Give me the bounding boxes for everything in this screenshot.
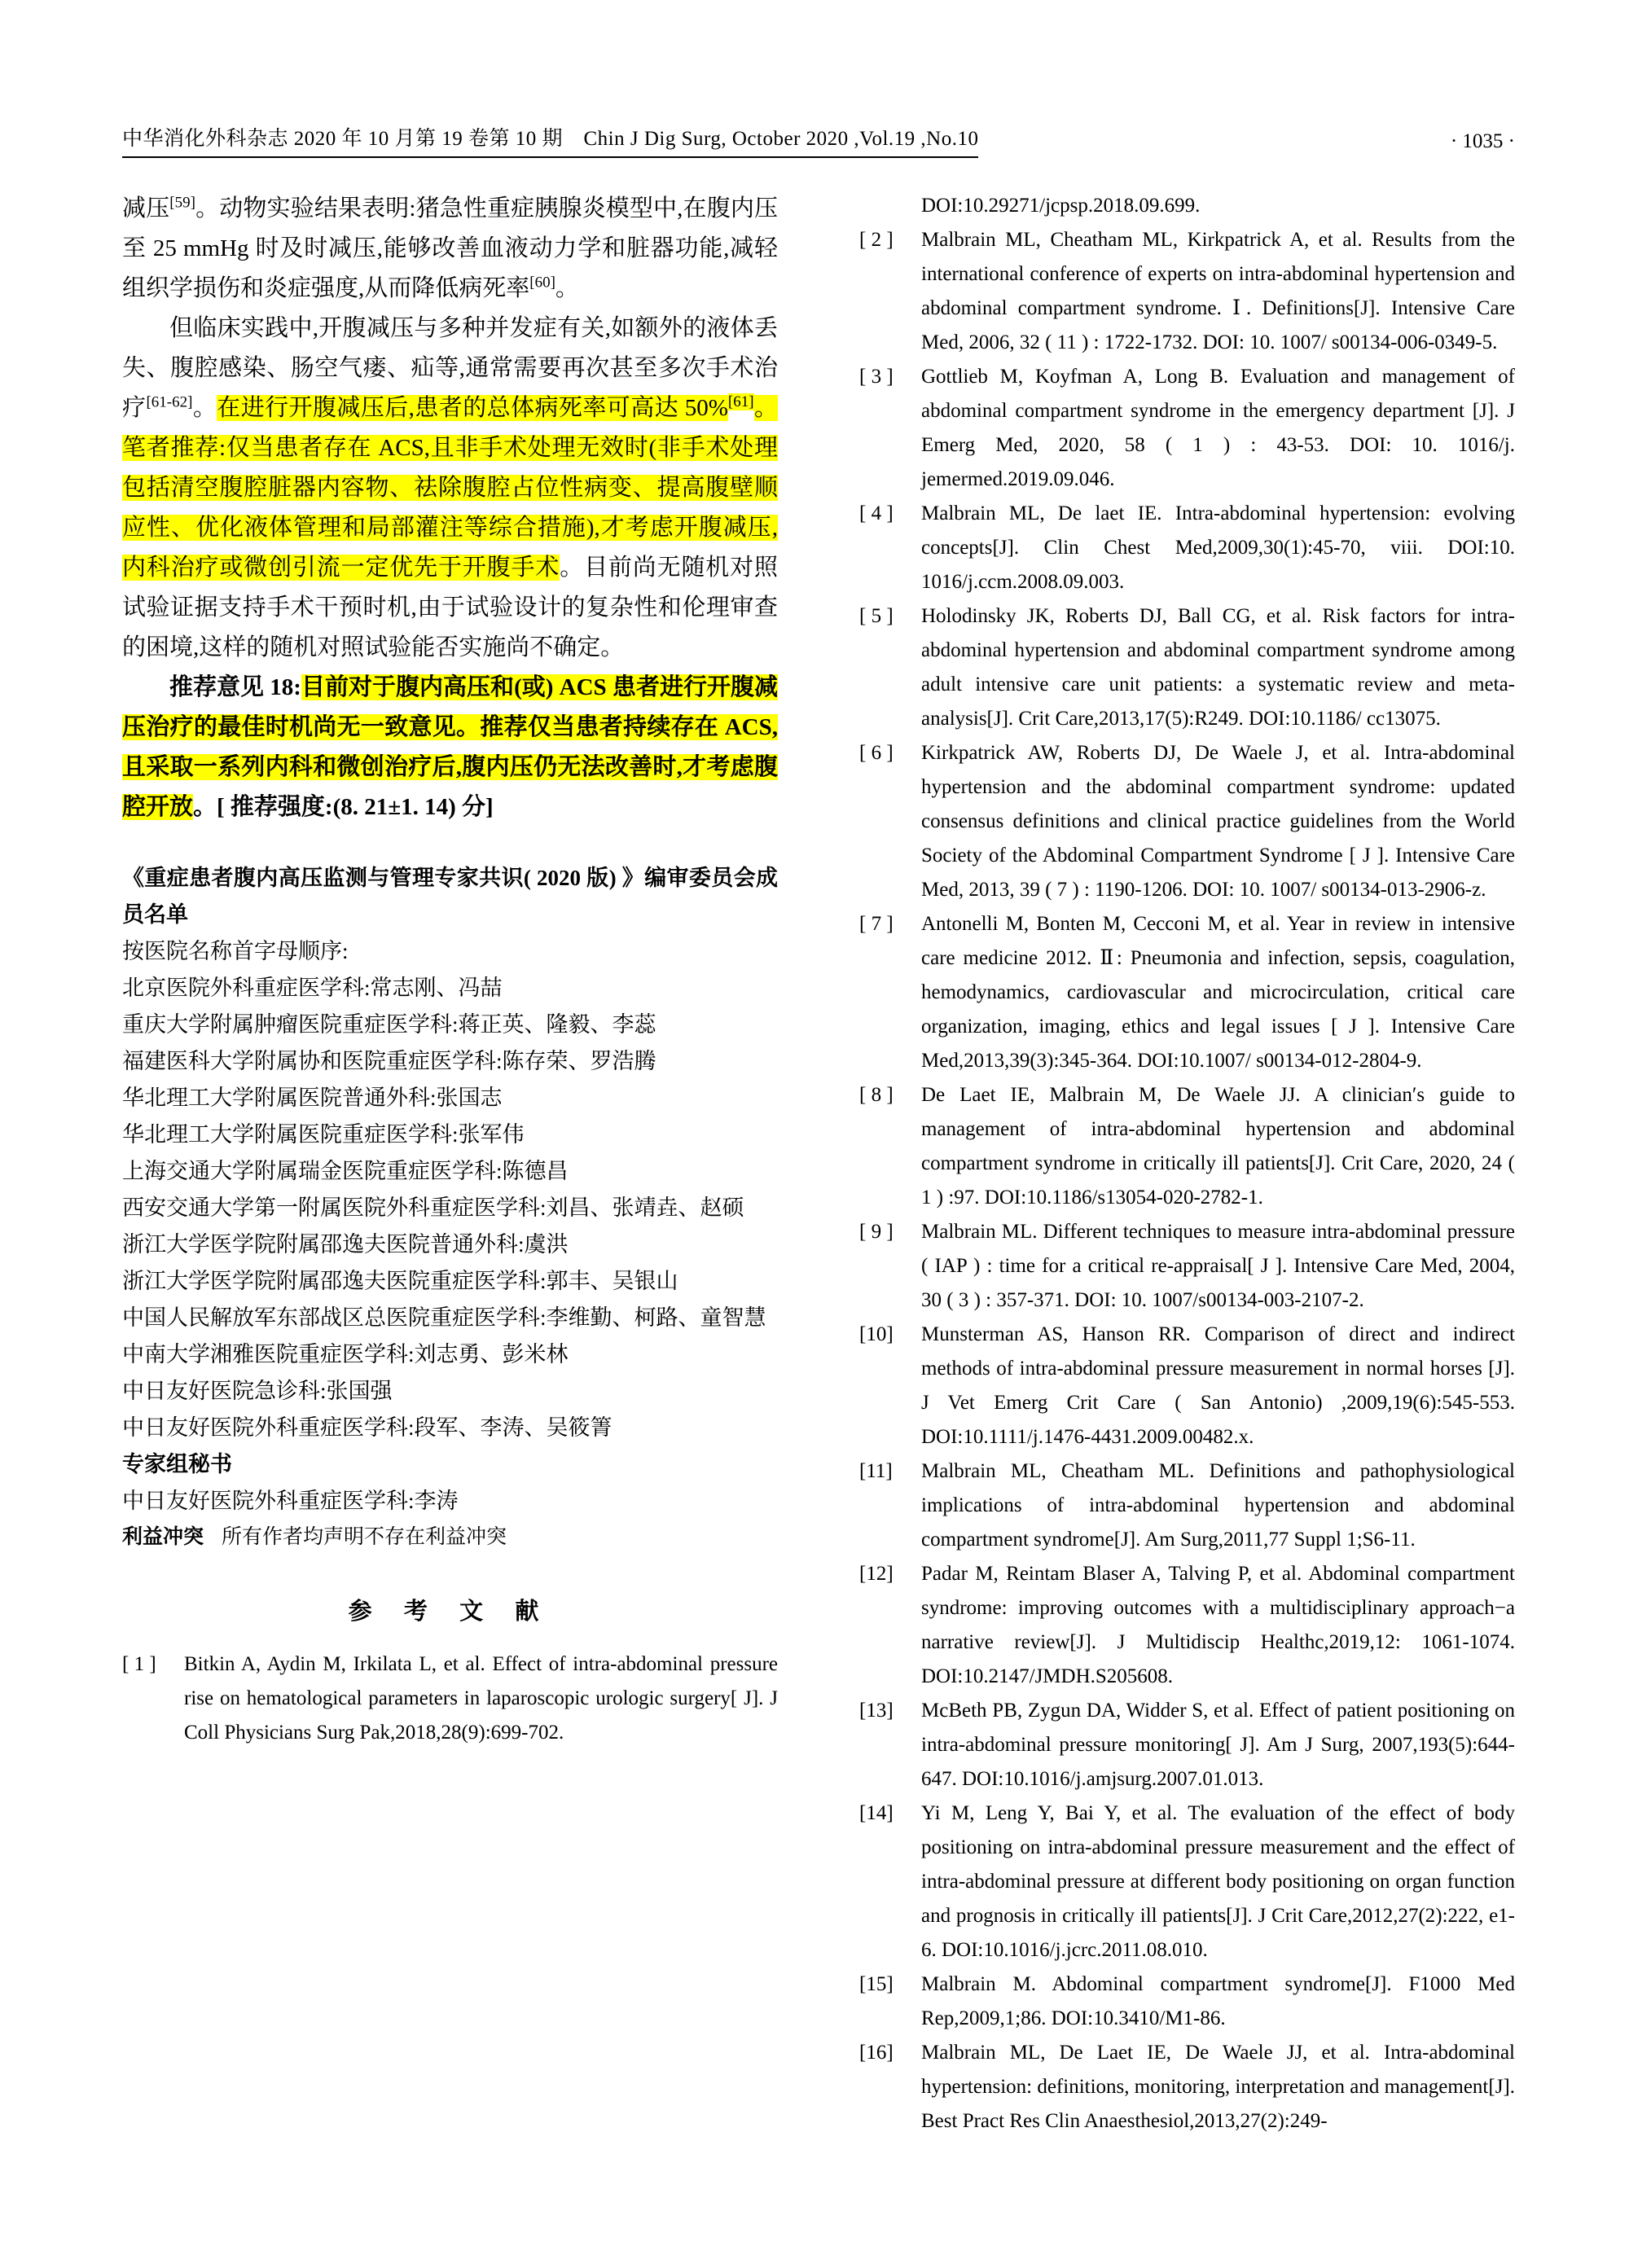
reference-text: Malbrain ML, De laet IE. Intra-abdominal hypertension: evolving concepts[J]. Clin Chest Med,2009,30(1):45-70, viii. DOI:10. 1016/j.ccm.2008.09.003. [921,502,1515,593]
two-column-layout [122,189,1515,2139]
reference-item [859,599,1515,736]
committee-member-line: 华北理工大学附属医院普通外科:张国志 [122,1086,503,1110]
left-column [122,189,778,2139]
committee-member-line: 华北理工大学附属医院重症医学科:张军伟 [122,1122,525,1147]
ref-marker-60: [60] [529,274,555,292]
reference-item [122,1647,778,1750]
committee-member-line: 中国人民解放军东部战区总医院重症医学科:李维勤、柯路、童智慧 [122,1305,766,1330]
reference-item [859,223,1515,360]
committee-member-line: 重庆大学附属肿瘤医院重症医学科:蒋正英、隆毅、李蕊 [122,1012,656,1037]
committee-member-line: 北京医院外科重症医学科:常志刚、冯喆 [122,976,503,1000]
reference-number: [ 7 ] [859,913,894,935]
coi-statement: 所有作者均声明不存在利益冲突 [222,1526,507,1548]
conflict-of-interest [122,1520,778,1555]
reference-text: Antonelli M, Bonten M, Cecconi M, et al. Year in review in intensive care medicine 2012. Ⅱ: Pneumonia and infection, sepsis, coagulation, hemodynamics, cardiovascular and microcirculation, critical care organization, imaging, ethics and legal issues [ J ]. Intensive Care Med,2013,39(3):345-364. DOI:10.1007/ s00134-012-2804-9. [921,913,1515,1072]
reference-number: [13] [859,1700,894,1722]
committee-member-line: 福建医科大学附属协和医院重症医学科:陈存荣、罗浩腾 [122,1049,656,1073]
reference-item [859,1318,1515,1454]
committee-member-line: 浙江大学医学院附属邵逸夫医院重症医学科:郭丰、吴银山 [122,1269,678,1293]
para2-punct: 。 [192,395,217,421]
reference-text: Malbrain ML, Cheatham ML. Definitions and pathophysiological implications of intra-abdominal hypertension and abdominal compartment syndrome[J]. Am Surg,2011,77 Suppl 1;S6-11. [921,1460,1515,1551]
para1-lead: 减压 [122,195,170,222]
page-number: · 1035 · [1450,130,1515,152]
reference-item [859,907,1515,1078]
reference-number: [ 2 ] [859,229,894,251]
para1-end: 。 [555,275,579,301]
secretary-line: 中日友好医院外科重症医学科:李涛 [122,1489,459,1513]
committee-member-line: 上海交通大学附属瑞金医院重症医学科:陈德昌 [122,1159,569,1183]
reference-number: [ 8 ] [859,1084,894,1106]
reference-text: Holodinsky JK, Roberts DJ, Ball CG, et al. Risk factors for intra-abdominal hypertension and abdominal compartment syndrome among adult intensive care unit patients: a systematic review and meta-analysis[J]. Crit Care,2013,17(5):R249. DOI:10.1186/ cc13075. [921,605,1515,730]
reference-text: Malbrain ML, De Laet IE, De Waele JJ, et al. Intra-abdominal hypertension: definitions, monitoring, interpretation and management[J]. Best Pract Res Clin Anaesthesiol,2013,27(2):249- [921,2042,1515,2132]
reference-text: De Laet IE, Malbrain M, De Waele JJ. A clinician′s guide to management of intra-abdominal hypertension and abdominal compartment syndrome in critically ill patients[J]. Crit Care, 2020, 24 ( 1 ) :97. DOI:10.1186/s13054-020-2782-1. [921,1084,1515,1209]
reference-item [859,1215,1515,1318]
reference-number: [10] [859,1323,894,1345]
reference-item [859,497,1515,599]
recommendation-highlighted-body: 目前对于腹内高压和(或) ACS 患者进行开腹减压治疗的最佳时机尚无一致意见。推荐仅当患者持续存在 ACS,且采取一系列内科和微创治疗后,腹内压仍无法改善时,才考虑腹腔开放 [122,674,778,820]
reference-text: Munsterman AS, Hanson RR. Comparison of direct and indirect methods of intra-abdominal pressure measurement in normal horses [J]. J Vet Emerg Crit Care ( San Antonio) ,2009,19(6):545-553. DOI:10.1111/j.1476-4431.2009.00482.x. [921,1323,1515,1448]
para2-tail: 。目前尚无随机对照试验证据支持手术干预时机,由于试验设计的复杂性和伦理审查的困境,这样的随机对照试验能否实施尚不确定。 [122,555,778,660]
body-paragraph-1 [122,189,778,309]
committee-member-line: 西安交通大学第一附属医院外科重症医学科:刘昌、张靖垚、赵硕 [122,1195,744,1220]
para2-lead: 但临床实践中,开腹减压与多种并发症有关,如额外的液体丢失、腹腔感染、肠空气瘘、疝等,通常需要再次甚至多次手术治疗 [122,315,778,421]
references-heading: 参 考 文 献 [348,1599,552,1625]
committee-member-line: 中日友好医院急诊科:张国强 [122,1379,393,1403]
committee-member-line: 中日友好医院外科重症医学科:段军、李涛、吴筱箐 [122,1415,613,1440]
journal-citation-line: 中华消化外科杂志 2020 年 10 月第 19 卷第 10 期 Chin J Dig Surg, October 2020 ,Vol.19 ,No.10 [122,122,978,158]
reference-text: Bitkin A, Aydin M, Irkilata L, et al. Effect of intra-abdominal pressure rise on hematological parameters in laparoscopic urologic surgery[ J]. J Coll Physicians Surg Pak,2018,28(9):699-702. [184,1653,778,1744]
ref-marker-61: [61] [727,393,754,411]
ref-marker-61-62: [61-62] [146,393,193,411]
reference-number: [ 3 ] [859,366,894,388]
reference-item [859,1796,1515,1968]
recommendation-label: 推荐意见 18: [169,674,301,700]
reference-number: [14] [859,1802,894,1824]
reference-number: [ 5 ] [859,605,894,627]
reference-item [859,1968,1515,2036]
reference-number: [ 6 ] [859,742,894,764]
ordering-note: 按医院名称首字母顺序: [122,939,349,963]
committee-title: 《重症患者腹内高压监测与管理专家共识( 2020 版) 》编审委员会成员名单 [122,866,778,927]
committee-member-line: 浙江大学医学院附属邵逸夫医院普通外科:虞洪 [122,1232,569,1257]
highlighted-text-2: 。笔者推荐:仅当患者存在 ACS,且非手术处理无效时(非手术处理包括清空腹腔脏器内容物、祛除腹腔占位性病变、提高腹壁顺应性、优化液体管理和局部灌注等综合措施),才考虑开腹减压,内科治疗或微创引流一定优先于开腹手术 [122,395,778,581]
ref-marker-59: [59] [169,194,195,212]
recommendation-18 [122,668,778,827]
secretary-heading: 专家组秘书 [122,1452,232,1476]
reference-text: McBeth PB, Zygun DA, Widder S, et al. Effect of patient positioning on intra-abdominal pressure monitoring[ J]. Am J Surg, 2007,193(5):644-647. DOI:10.1016/j.amjsurg.2007.01.013. [921,1700,1515,1790]
reference-text: Yi M, Leng Y, Bai Y, et al. The evaluation of the effect of body positioning on intra-abdominal pressure measurement and the effect of intra-abdominal pressure at different body positioning on organ function and prognosis in critically ill patients[J]. J Crit Care,2012,27(2):222, e1-6. DOI:10.1016/j.jcrc.2011.08.010. [921,1802,1515,1961]
para1-mid: 。动物实验结果表明:猪急性重症胰腺炎模型中,在腹内压至 25 mmHg 时及时减压,能够改善血液动力学和脏器功能,减轻组织学损伤和炎症强度,从而降低病死率 [122,195,778,301]
section-spacer [122,827,778,860]
reference-text: Malbrain ML. Different techniques to measure intra-abdominal pressure ( IAP ) : time for a critical re-appraisal[ J ]. Intensive Care Med, 2004, 30 ( 3 ) : 357-371. DOI: 10. 1007/s00134-003-2107-2. [921,1221,1515,1311]
reference-number: [ 9 ] [859,1221,894,1243]
reference-number: [11] [859,1460,893,1482]
reference-number: [15] [859,1973,894,1995]
reference-number: [ 4 ] [859,502,894,524]
reference-text: Gottlieb M, Koyfman A, Long B. Evaluation and management of abdominal compartment syndrome in the emergency department [J]. J Emerg Med, 2020, 58 ( 1 ) : 43-53. DOI: 10. 1016/j. jemermed.2019.09.046. [921,366,1515,490]
reference-text: Padar M, Reintam Blaser A, Talving P, et al. Abdominal compartment syndrome: improving outcomes with a multidisciplinary approach−a narrative review[J]. J Multidiscip Healthc,2019,12: 1061-1074. DOI:10.2147/JMDH.S205608. [921,1563,1515,1687]
reference-item [859,736,1515,907]
reference-number: [ 1 ] [122,1653,156,1675]
highlighted-text-1: 在进行开腹减压后,患者的总体病死率可高达 50% [217,395,728,421]
running-head [122,122,1515,158]
reference-continuation: DOI:10.29271/jcpsp.2018.09.699. [921,195,1201,217]
reference-text: Malbrain ML, Cheatham ML, Kirkpatrick A, et al. Results from the international conference of experts on intra-abdominal hypertension and abdominal compartment syndrome. Ⅰ. Definitions[J]. Intensive Care Med, 2006, 32 ( 11 ) : 1722-1732. DOI: 10. 1007/ s00134-006-0349-5. [921,229,1515,353]
body-paragraph-2 [122,309,778,668]
reference-text: Kirkpatrick AW, Roberts DJ, De Waele J, et al. Intra-abdominal hypertension and the abdominal compartment syndrome: updated consensus definitions and clinical practice guidelines from the World Society of the Abdominal Compartment Syndrome [ J ]. Intensive Care Med, 2013, 39 ( 7 ) : 1190-1206. DOI: 10. 1007/ s00134-013-2906-z. [921,742,1515,901]
reference-item [859,2036,1515,2139]
reference-item [859,1078,1515,1215]
recommendation-strength: 。[ 推荐强度:(8. 21±1. 14) 分] [193,794,494,820]
coi-label: 利益冲突 [122,1526,204,1548]
committee-member-line: 中南大学湘雅医院重症医学科:刘志勇、彭米林 [122,1342,569,1367]
reference-item [859,1694,1515,1796]
reference-number: [12] [859,1563,894,1585]
reference-text: Malbrain M. Abdominal compartment syndrome[J]. F1000 Med Rep,2009,1;86. DOI:10.3410/M1-86. [921,1973,1515,2029]
reference-item [859,1454,1515,1557]
right-column [859,189,1515,2139]
reference-item [859,1557,1515,1694]
reference-number: [16] [859,2042,894,2064]
reference-item [859,360,1515,497]
